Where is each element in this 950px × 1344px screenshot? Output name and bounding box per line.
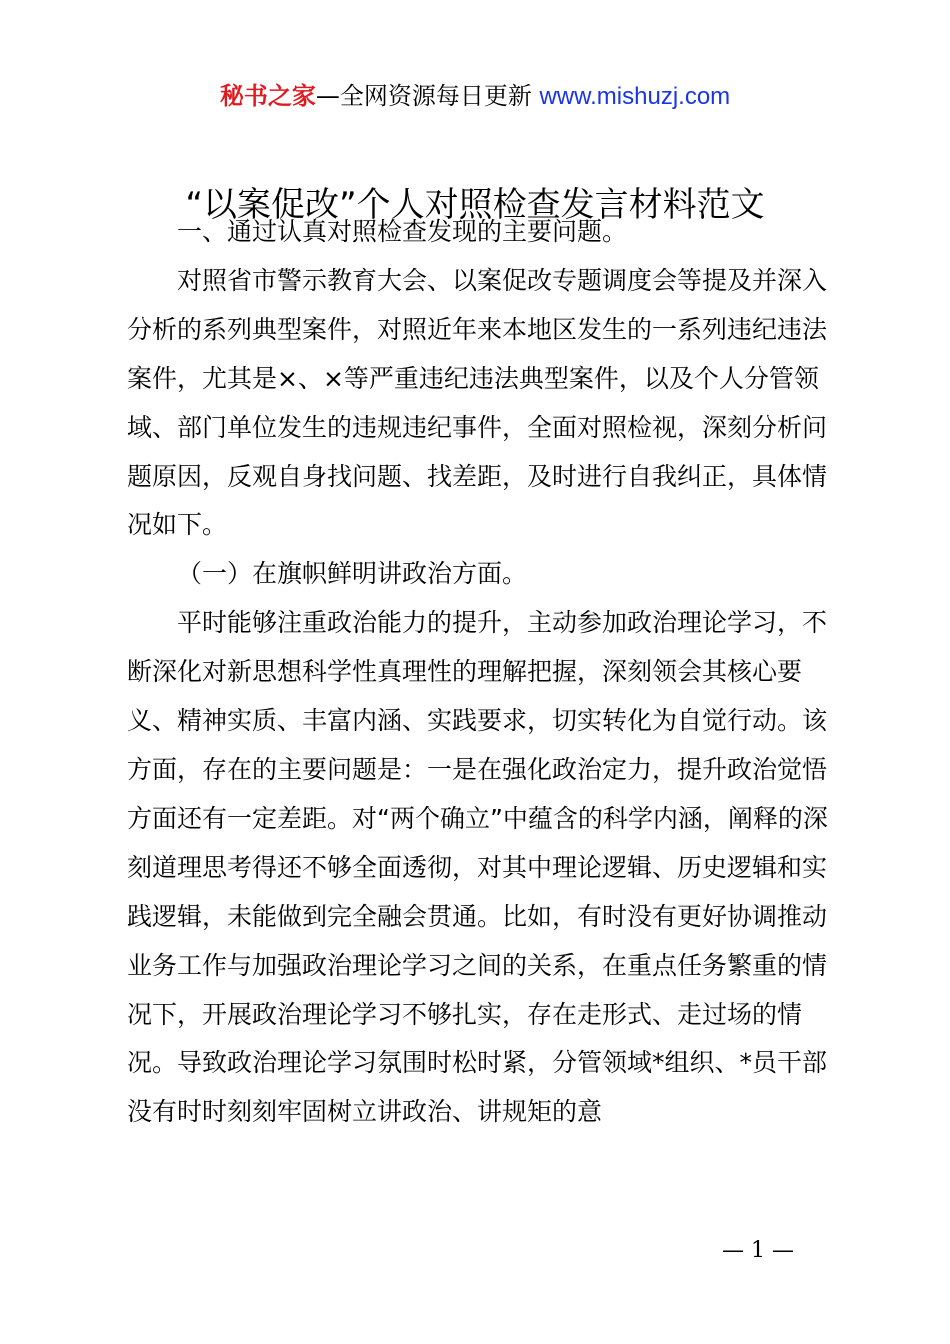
page-number: — 1 — [722, 1238, 794, 1263]
document-title: “以案促改”个人对照检查发言材料范文 [185, 185, 765, 225]
body-paragraph: 平时能够注重政治能力的提升，主动参加政治理论学习，不断深化对新思想科学性真理性的理解把握，深刻领会其核心要义、精神实质、丰富内涵、实践要求，切实转化为自觉行动。该方面，存在的主要问题是：一是在强化政治定力，提升政治觉悟方面还有一定差距。对“两个确立”中蕴含的科学内涵，阐释的深刻道理思考得还不够全面透彻，对其中理论逻辑、历史逻辑和实践逻辑，未能做到完全融会贯通。比如，有时没有更好协调推动业务工作与加强政治理论学习之间的关系，在重点任务繁重的情况下，开展政治理论学习不够扎实，存在走形式、走过场的情况。导致政治理论学习氛围时松时紧，分管领域*组织、*员干部没有时时刻刻牢固树立讲政治、讲规矩的意 [127, 608, 828, 1127]
site-tagline: —全网资源每日更新 [315, 82, 532, 110]
subsection-heading: （一）在旗帜鲜明讲政治方面。 [177, 559, 528, 589]
site-url-link[interactable]: www.mishuzj.com [539, 83, 731, 110]
document-body [127, 208, 832, 1137]
site-brand: 秘书之家 [219, 82, 316, 110]
section-heading: 一、通过认真对照检查发现的主要问题。 [177, 217, 628, 246]
body-paragraph: 对照省市警示教育大会、以案促改专题调度会等提及并深入分析的系列典型案件，对照近年来本地区发生的一系列违纪违法案件，尤其是×、×等严重违纪违法典型案件，以及个人分管领域、部门单位发生的违规违纪事件，全面对照检视，深刻分析问题原因，反观自身找问题、找差距，及时进行自我纠正，具体情况如下。 [127, 265, 828, 540]
site-header [0, 78, 950, 115]
